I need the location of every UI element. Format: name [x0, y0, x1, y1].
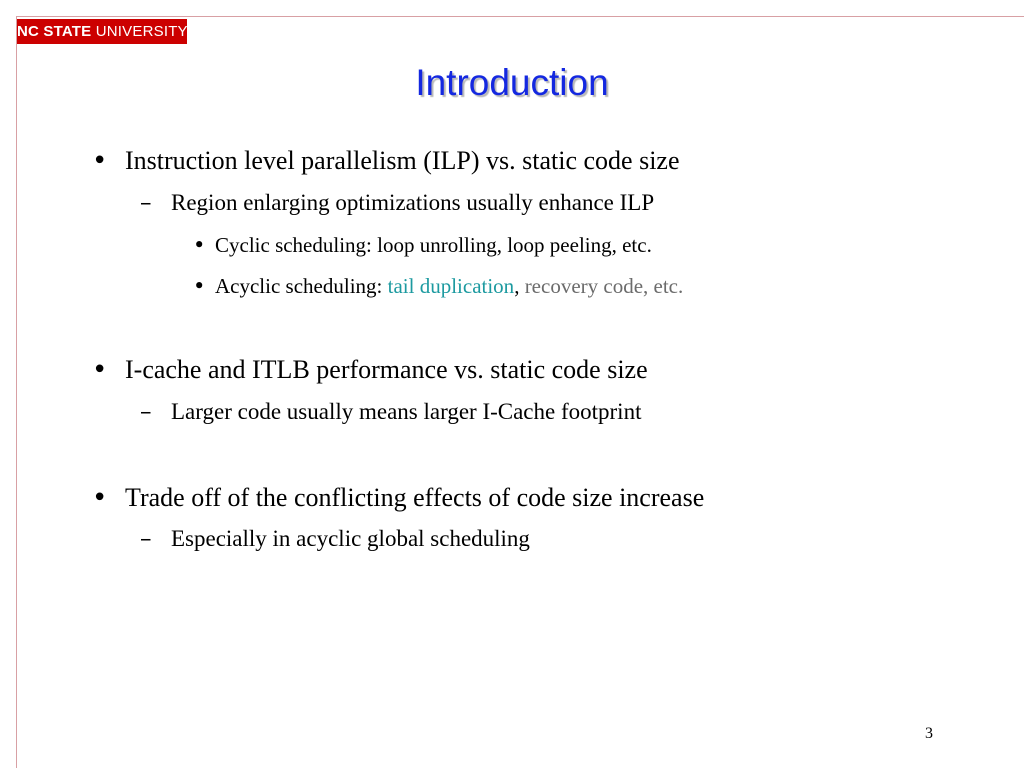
- bullet-icon: •: [193, 274, 206, 298]
- logo-rest-text: UNIVERSITY: [91, 23, 188, 40]
- sub-bullet-text: Region enlarging optimizations usually enhance ILP: [171, 190, 655, 215]
- bullet-text: Instruction level parallelism (ILP) vs. static code size: [125, 146, 680, 175]
- slide-title: Introduction: [415, 62, 609, 103]
- bullet-icon: •: [92, 146, 108, 176]
- sub-sub-bullet-text: [215, 272, 683, 300]
- comma-separator: ,: [514, 274, 520, 298]
- sub-bullet-text: Especially in acyclic global scheduling: [171, 526, 530, 551]
- sub-bullet-text: Larger code usually means larger I-Cache footprint: [171, 399, 642, 424]
- bullet-text: Trade off of the conflicting effects of code size increase: [125, 483, 705, 512]
- bullet-text: I-cache and ITLB performance vs. static code size: [125, 355, 648, 384]
- dash-icon: –: [140, 399, 152, 425]
- bullet-icon: •: [92, 355, 108, 385]
- dash-icon: –: [140, 526, 152, 552]
- logo-bold-text: NC STATE: [17, 23, 92, 40]
- recovery-code-highlight: recovery code, etc.: [519, 274, 684, 298]
- dash-icon: –: [140, 190, 152, 216]
- tail-duplication-highlight: tail duplication: [387, 274, 515, 298]
- page-number: 3: [925, 725, 933, 742]
- acyclic-prefix: Acyclic scheduling:: [215, 274, 388, 298]
- bullet-icon: •: [92, 483, 108, 513]
- bullet-icon: •: [193, 233, 206, 257]
- sub-sub-bullet-text: Cyclic scheduling: loop unrolling, loop peeling, etc.: [215, 233, 652, 257]
